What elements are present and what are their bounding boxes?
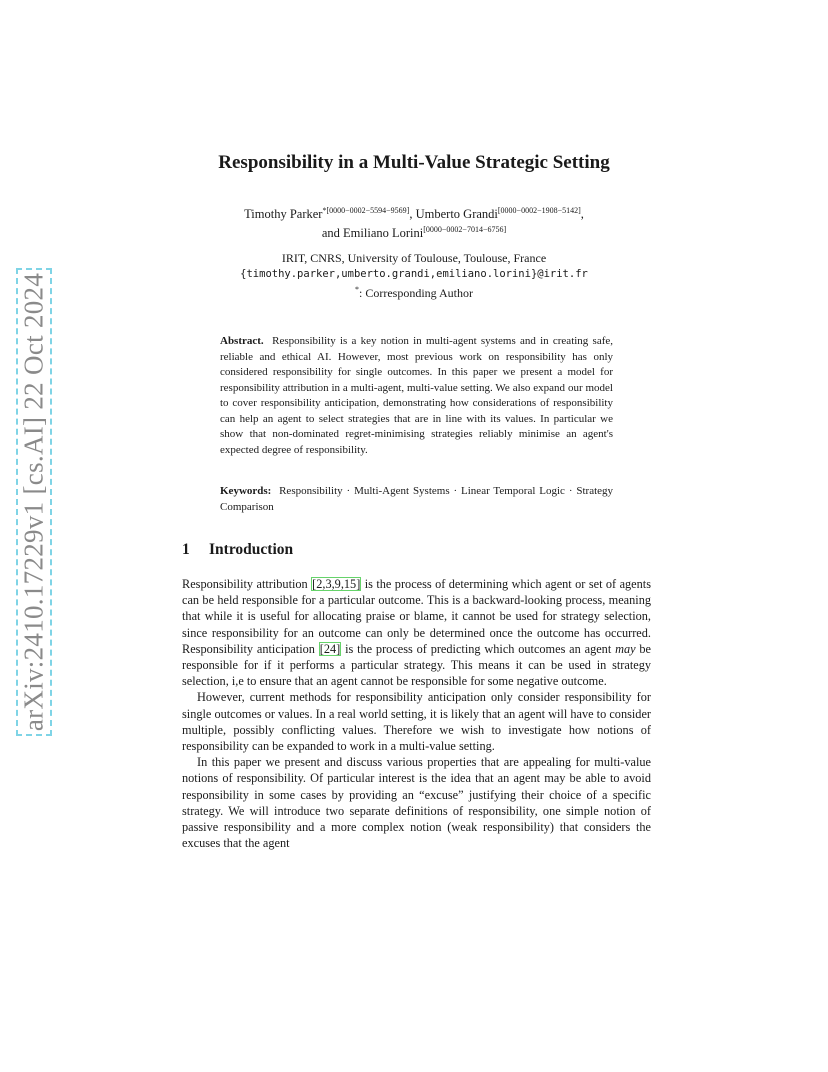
author-line-2 (0, 222, 828, 241)
citation-link[interactable]: [2,3,9,15] (312, 577, 361, 591)
corresponding-mark: * (355, 285, 359, 294)
introduction-body (182, 576, 651, 851)
arxiv-identifier-stamp (16, 268, 52, 736)
affiliation-block (0, 250, 828, 301)
paragraph: In this paper we present and discuss various properties that are appealing for multi-value notions of responsibility. Of particular interest is the idea that an agent may be able to avoid responsibility in some cases by providing an “excuse” justifying their choice of a specific strategy. We will introduce two separate definitions of responsibility, one simple notion of passive responsibility and a more complex notion (weak responsibility) that considers the excuses that the agent (182, 755, 651, 851)
author-list (0, 203, 828, 241)
emphasis: may (615, 641, 636, 656)
paper-title: Responsibility in a Multi-Value Strategic Setting (218, 152, 610, 173)
section-heading (182, 541, 293, 559)
abstract-label: Abstract. (220, 335, 264, 347)
text-run: be responsible for if it performs a particular strategy. This means it can be used in strategy selection, i,e to ensure that an agent cannot be responsible for some negative outcome. (182, 641, 651, 689)
orcid-id: *[0000−0002−5594−9569] (322, 206, 410, 215)
keywords-text: Responsibility · Multi-Agent Systems · Linear Temporal Logic · Strategy Comparison (220, 485, 614, 513)
section-number: 1 (182, 541, 190, 558)
citation-link[interactable]: [24] (319, 641, 341, 656)
paragraph: However, current methods for responsibility anticipation only consider responsibility for single outcomes or values. In a real world setting, it is likely that an agent will have to consider multiple, possibly conflicting values. Therefore we wish to investigate how notions of responsibility can be expanded to work in a multi-value setting. (182, 690, 651, 754)
author-emails: {timothy.parker,umberto.grandi,emiliano.lorini}@irit.fr (240, 268, 588, 280)
keywords (220, 484, 613, 515)
text-run: is the process of determining which agent or set of agents can be held responsible for a particular outcome. This is a backward-looking process, meaning that while it is useful for allocating praise or blame, it cannot be used for strategy selection, since responsibility for an outcome can only be determined once the outcome has occurred. Responsibility anticipation (182, 577, 651, 656)
abstract (220, 334, 613, 458)
orcid-id: [0000−0002−1908−5142] (497, 206, 581, 215)
author-name: Umberto Grandi (415, 207, 498, 221)
text-run: Responsibility attribution (182, 577, 312, 591)
author-name: Timothy Parker (244, 207, 323, 221)
affiliation-line: IRIT, CNRS, University of Toulouse, Toulouse, France (281, 251, 547, 265)
arxiv-identifier-text: arXiv:2410.17229v1 [cs.AI] 22 Oct 2024 (18, 272, 49, 732)
orcid-id: [0000−0002−7014−6756] (423, 225, 507, 234)
text-run: is the process of predicting which outcomes an agent (341, 641, 616, 656)
corresponding-author-note (0, 282, 828, 301)
section-title: Introduction (209, 541, 294, 558)
keywords-label: Keywords: (220, 485, 272, 497)
abstract-text: Responsibility is a key notion in multi-agent systems and in creating safe, reliable and ethical AI. However, most previous work on responsibility has only considered responsibility for single outcomes. In this paper we present a model for responsibility attribution in a multi-agent, multi-value setting. We also expand our model to cover responsibility anticipation, demonstrating how considerations of responsibility can help an agent to select strategies that are in line with its values. In particular we show that non-dominated regret-minimising strategies reliably minimise an agent's expected degree of responsibility. (220, 335, 613, 456)
author-line-1: Timothy Parker$^{*[0000-0002-5594-9569]}$, Umberto Grandi[0000−0002−1908−5142], (244, 206, 584, 221)
author-name: and Emiliano Lorini (321, 226, 424, 240)
paragraph (182, 576, 651, 689)
corresponding-author-text: : Corresponding Author (359, 286, 473, 300)
